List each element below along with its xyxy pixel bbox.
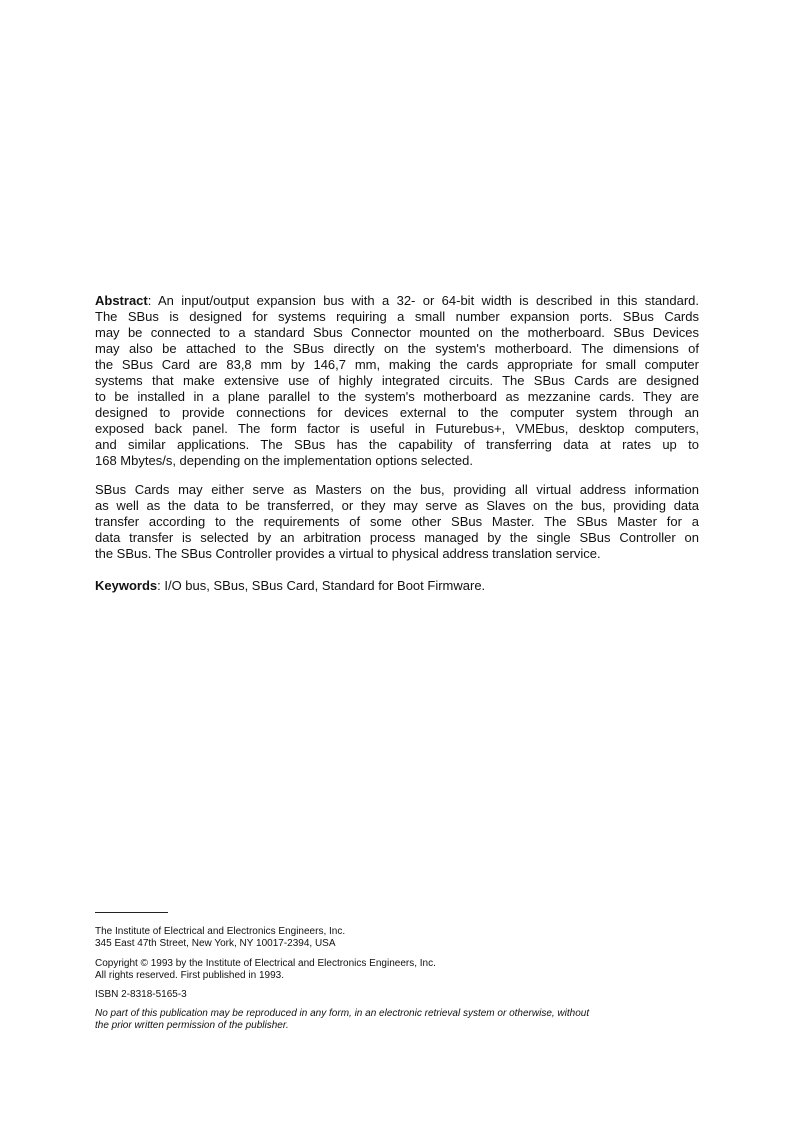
- paragraph-line: transfer according to the requirements of some other SBus Master. The SBus Master for a: [95, 514, 699, 529]
- keywords-text: : I/O bus, SBus, SBus Card, Standard for Boot Firmware.: [157, 578, 486, 593]
- keywords-label: Keywords: [95, 578, 158, 593]
- copyright-info: [95, 958, 715, 982]
- abstract-line: The SBus is designed for systems requiring a small number expansion ports. SBus Cards: [95, 309, 699, 324]
- abstract-line: the SBus Card are 83,8 mm by 146,7 mm, making the cards appropriate for small computer: [95, 357, 699, 372]
- isbn: ISBN 2-8318-5165-3: [95, 989, 187, 1000]
- publisher-name: The Institute of Electrical and Electronics Engineers, Inc.: [95, 926, 346, 937]
- publisher-address: 345 East 47th Street, New York, NY 10017-2394, USA: [95, 938, 336, 949]
- paragraph-line: the SBus. The SBus Controller provides a virtual to physical address translation service.: [95, 546, 601, 561]
- abstract-line: exposed back panel. The form factor is useful in Futurebus+, VMEbus, desktop computers,: [95, 421, 699, 436]
- footnote-rule: [95, 912, 168, 913]
- abstract-label: Abstract: [95, 293, 148, 308]
- paragraph-line: data transfer is selected by an arbitration process managed by the single SBus Controller on: [95, 530, 699, 545]
- abstract-line: may also be attached to the SBus directly on the system's motherboard. The dimensions of: [95, 341, 699, 356]
- paragraph-line: SBus Cards may either serve as Masters on the bus, providing all virtual address information: [95, 482, 699, 497]
- abstract-line: Abstract: An input/output expansion bus with a 32- or 64-bit width is described in this standard.: [95, 293, 699, 308]
- abstract-line: and similar applications. The SBus has the capability of transferring data at rates up to: [95, 437, 699, 452]
- reproduction-notice: No part of this publication may be reproduced in any form, in an electronic retrieval system or otherwise, without the prior written permission of the publisher.: [95, 1008, 590, 1031]
- abstract-line: to be installed in a plane parallel to the system's motherboard as mezzanine cards. They are: [95, 389, 699, 404]
- abstract-paragraph: [95, 293, 699, 469]
- abstract-line: systems that make extensive use of highly integrated circuits. The SBus Cards are designed: [95, 373, 699, 388]
- publisher-info: [95, 926, 715, 950]
- rights: All rights reserved. First published in 1993.: [95, 970, 284, 981]
- keywords: [95, 578, 699, 594]
- abstract-line: designed to provide connections for devices external to the computer system through an: [95, 405, 699, 420]
- masters-slaves-paragraph: [95, 482, 699, 562]
- abstract-line: may be connected to a standard Sbus Connector mounted on the motherboard. SBus Devices: [95, 325, 699, 340]
- abstract-line: 168 Mbytes/s, depending on the implementation options selected.: [95, 453, 473, 468]
- paragraph-line: as well as the data to be transferred, or they may serve as Slaves on the bus, providing data: [95, 498, 699, 513]
- copyright: Copyright © 1993 by the Institute of Electrical and Electronics Engineers, Inc.: [95, 958, 436, 969]
